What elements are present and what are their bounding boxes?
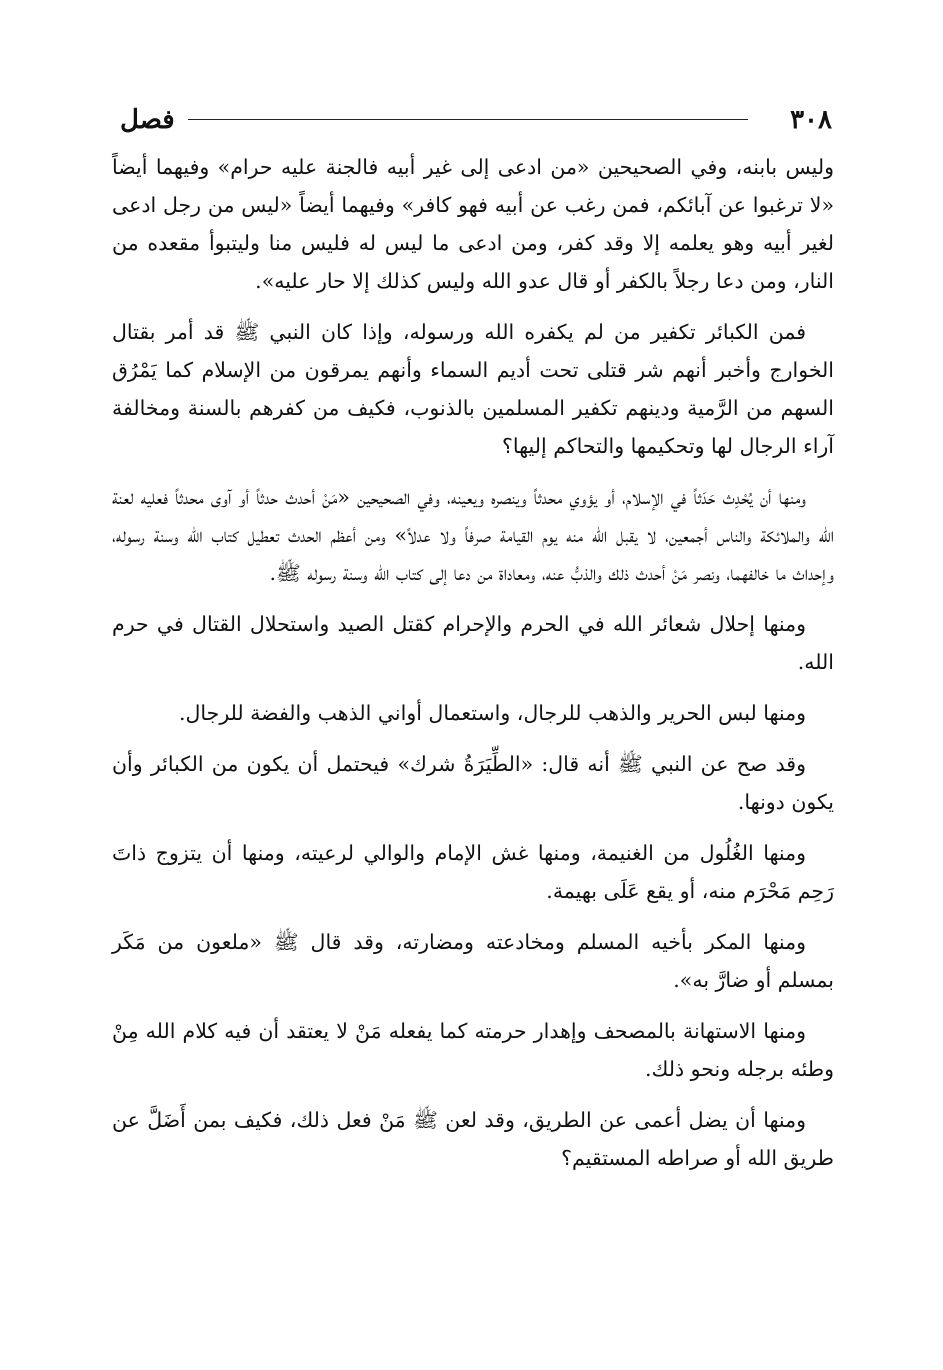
paragraph-ghulul: ومنها الغُلُول من الغنيمة، ومنها غش الإمام والوالي لرعيته، ومنها أن يتزوج ذاتَ رَحِم مَحْرَم منه، أو يقع عَلَى بهيمة.: [112, 841, 834, 903]
paragraph-harir: ومنها لبس الحرير والذهب للرجال، واستعمال أواني الذهب والفضة للرجال.: [178, 701, 806, 725]
paragraph-takfir: فمن الكبائر تكفير من لم يكفره الله ورسوله، وإذا كان النبي ﷺ قد أمر بقتال الخوارج وأخبر أنهم شر قتلى تحت أديم السماء وأنهم يمرقون من الإسلام كما يَمْرُق السهم من الرَّمية ودينهم تكفير المسلمين بالذنوب، فكيف من كفرهم بالسنة ومخالفة آراء الرجال لها وتحكيمها والتحاكم إليها؟: [112, 320, 834, 458]
page-header: [120, 100, 832, 140]
paragraph-shaair: ومنها إحلال شعائر الله في الحرم والإحرام كقتل الصيد واستحلال القتال في حرم الله.: [112, 612, 834, 674]
page-number: ٣٠٨: [790, 105, 832, 135]
paragraph-tariq: ومنها أن يضل أعمى عن الطريق، وقد لعن ﷺ مَنْ فعل ذلك، فكيف بمن أَضَلَّ عن طريق الله أو صراطه المستقيم؟: [112, 1108, 834, 1170]
paragraph-continuation: وليس بابنه، وفي الصحيحين «من ادعى إلى غير أبيه فالجنة عليه حرام» وفيهما أيضاً «لا ترغبوا عن آبائكم، فمن رغب عن أبيه فهو كافر» وفيهما أيضاً «ليس من رجل ادعى لغير أبيه وهو يعلمه إلا وقد كفر، ومن ادعى ما ليس له فليس منا وليتبوأ مقعده من النار، ومن دعا رجلاً بالكفر أو قال عدو الله وليس كذلك إلا حار عليه».: [112, 155, 834, 293]
running-title: فصل: [120, 105, 175, 135]
paragraph-mushaf: ومنها الاستهانة بالمصحف وإهدار حرمته كما يفعله مَنْ لا يعتقد أن فيه كلام الله مِنْ وطئه برجله ونحو ذلك.: [112, 1019, 834, 1081]
body-text: [112, 148, 834, 1190]
paragraph-hadath: ومنها أن يُحْدِث حَدَثاً في الإسلام، أو يؤوي محدثاً وينصره ويعينه، وفي الصحيحين «مَنْ أحدث حدثاً أو آوى محدثاً فعليه لعنة الله والملائكة والناس أجمعين، لا يقبل الله منه يوم القيامة صرفاً ولا عدلاً» ومن أعظم الحدث تعطيل كتاب الله وسنة رسوله، وإحداث ما خالفهما، ونصر مَنْ أحدث ذلك والذبُّ عنه، ومعاداة من دعا إلى كتاب الله وسنة رسوله ﷺ.: [112, 485, 834, 585]
paragraph-tiyara: وقد صح عن النبي ﷺ أنه قال: «الطِّيَرَةُ شرك» فيحتمل أن يكون من الكبائر وأن يكون دونها.: [112, 752, 834, 814]
paragraph-makr: ومنها المكر بأخيه المسلم ومخادعته ومضارته، وقد قال ﷺ «ملعون من مَكَر بمسلم أو ضارَّ به».: [112, 930, 834, 992]
header-rule: [188, 119, 748, 120]
